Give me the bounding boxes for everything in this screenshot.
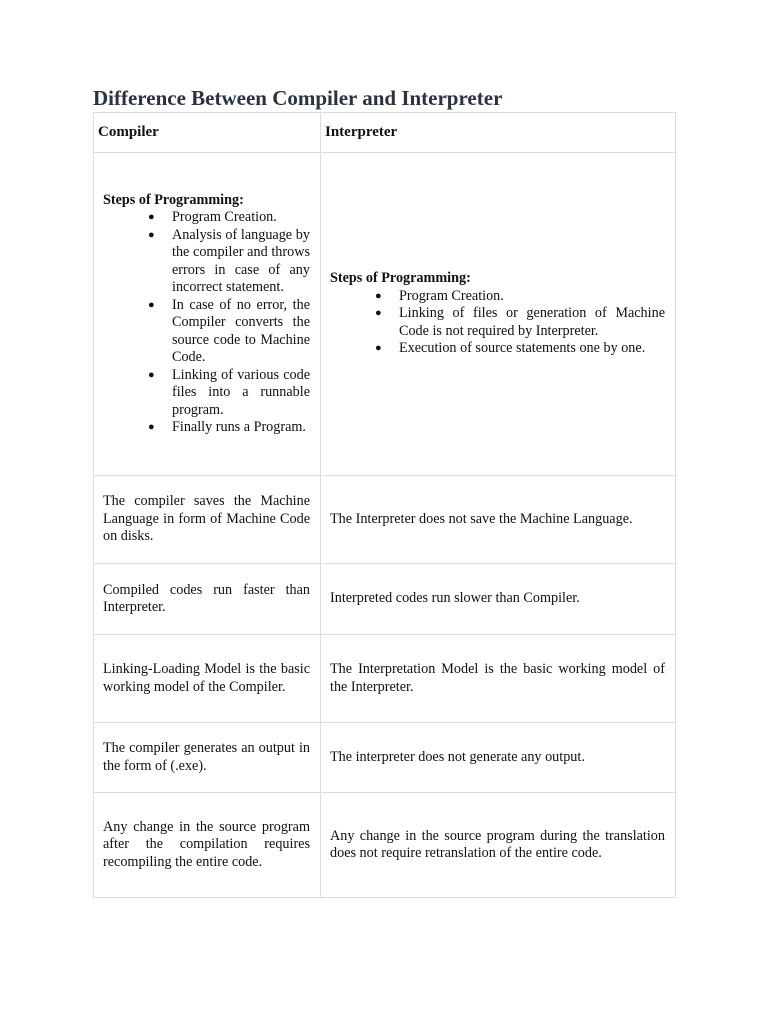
table-row	[94, 476, 676, 564]
list-item-text: Linking of files or generation of Machine Code is not required by Interpreter.	[399, 305, 665, 339]
interpreter-cell: The Interpretation Model is the basic working model of the Interpreter.	[321, 635, 676, 723]
compiler-steps-list	[103, 209, 310, 437]
compiler-cell: Compiled codes run faster than Interpreter.	[94, 564, 321, 635]
interpreter-steps-cell	[321, 153, 676, 476]
list-item	[148, 419, 310, 437]
bullet-icon: ●	[148, 368, 155, 381]
list-item-text: Program Creation.	[172, 209, 277, 225]
table-row	[94, 635, 676, 723]
list-item	[148, 296, 310, 367]
interpreter-cell: Interpreted codes run slower than Compiler.	[321, 564, 676, 635]
compiler-column-header: Compiler	[94, 113, 321, 153]
table-row	[94, 723, 676, 793]
list-item	[375, 305, 665, 340]
interpreter-steps-heading: Steps of Programming:	[330, 270, 471, 287]
compiler-steps-cell	[94, 153, 321, 476]
list-item	[375, 340, 665, 358]
list-item-text: In case of no error, the Compiler converts the source code to Machine Code.	[172, 296, 310, 365]
bullet-icon: ●	[375, 342, 382, 355]
bullet-icon: ●	[148, 228, 155, 241]
interpreter-cell: Any change in the source program during the translation does not require retranslation of the entire code.	[321, 793, 676, 898]
bullet-icon: ●	[148, 421, 155, 433]
list-item	[148, 226, 310, 297]
table-row	[94, 564, 676, 635]
list-item-text: Finally runs a Program.	[172, 419, 306, 435]
compiler-cell: The compiler saves the Machine Language in form of Machine Code on disks.	[94, 476, 321, 564]
list-item	[375, 287, 665, 306]
list-item-text: Linking of various code files into a runnable program.	[172, 366, 310, 418]
table-row	[94, 153, 676, 476]
interpreter-column-header: Interpreter	[321, 113, 676, 153]
list-item	[148, 209, 310, 227]
compiler-steps-heading: Steps of Programming:	[103, 191, 244, 208]
list-item-text: Analysis of language by the compiler and throws errors in case of any incorrect statement.	[172, 226, 310, 295]
list-item-text: Execution of source statements one by one.	[399, 340, 646, 357]
compiler-cell: The compiler generates an output in the form of (.exe).	[94, 723, 321, 793]
compiler-cell: Any change in the source program after the compilation requires recompiling the entire code.	[94, 793, 321, 898]
bullet-icon: ●	[375, 289, 382, 302]
compiler-cell: Linking-Loading Model is the basic working model of the Compiler.	[94, 635, 321, 723]
comparison-table	[93, 112, 676, 898]
list-item-text: Program Creation.	[399, 287, 504, 304]
table-row	[94, 793, 676, 898]
bullet-icon: ●	[375, 307, 382, 320]
list-item	[148, 366, 310, 420]
interpreter-steps-list	[330, 288, 665, 358]
interpreter-cell: The Interpreter does not save the Machine Language.	[321, 476, 676, 564]
page-title: Difference Between Compiler and Interpreter	[93, 86, 503, 110]
bullet-icon: ●	[148, 211, 155, 223]
bullet-icon: ●	[148, 298, 155, 311]
interpreter-cell: The interpreter does not generate any output.	[321, 723, 676, 793]
table-header-row	[94, 113, 676, 153]
